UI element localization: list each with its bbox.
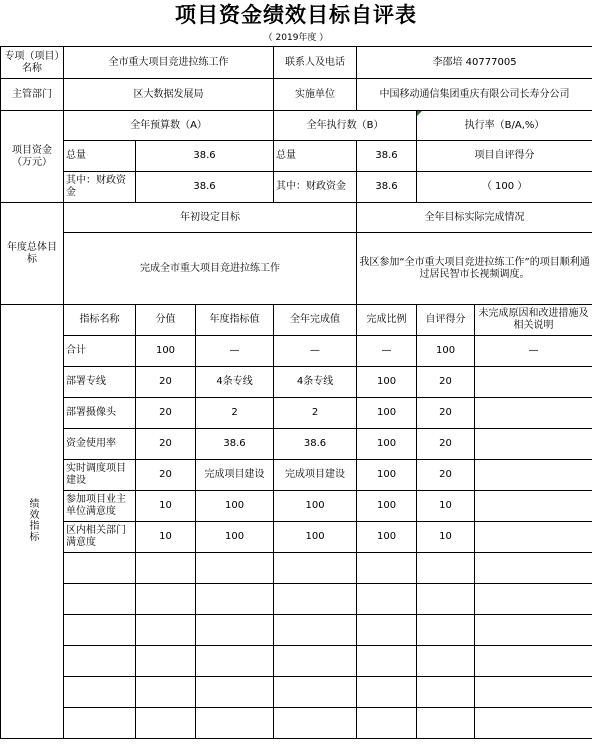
perf-row <box>1 336 592 367</box>
perf-row <box>1 491 592 522</box>
perf-cell <box>357 553 417 584</box>
perf-col-header: 年度指标值 <box>196 305 274 336</box>
perf-cell <box>417 553 475 584</box>
perf-cell <box>475 708 592 739</box>
perf-cell <box>196 708 274 739</box>
perf-row <box>1 553 592 584</box>
impl-value: 中国移动通信集团重庆有限公司长寿分公司 <box>357 79 592 111</box>
perf-cell: 100 <box>357 398 417 429</box>
perf-cell: 100 <box>357 367 417 398</box>
funds-label: 项目资金（万元） <box>1 111 64 203</box>
perf-indicator-name <box>64 584 136 615</box>
perf-cell <box>196 584 274 615</box>
perf-cell: 100 <box>274 491 357 522</box>
perf-cell <box>417 646 475 677</box>
perf-cell <box>196 646 274 677</box>
perf-cell <box>357 708 417 739</box>
funds-header-row <box>1 111 592 141</box>
exec-header: 全年执行数（B） <box>274 111 417 141</box>
project-row <box>1 47 592 79</box>
perf-indicator-name <box>64 646 136 677</box>
perf-indicator-name: 实时调度项目建设 <box>64 460 136 491</box>
perf-cell <box>136 708 196 739</box>
perf-cell <box>417 584 475 615</box>
annual-header-row <box>1 203 592 233</box>
perf-row <box>1 584 592 615</box>
perf-cell <box>475 429 592 460</box>
perf-cell <box>274 615 357 646</box>
exec-fiscal: 38.6 <box>357 172 417 203</box>
perf-cell <box>136 646 196 677</box>
perf-cell <box>475 491 592 522</box>
perf-cell <box>357 584 417 615</box>
perf-cell: — <box>274 336 357 367</box>
perf-cell <box>475 584 592 615</box>
perf-row <box>1 522 592 553</box>
annual-label: 年度总体目标 <box>1 203 64 305</box>
perf-cell <box>274 677 357 708</box>
perf-cell <box>357 646 417 677</box>
annual-actual-text: 我区参加“全市重大项目竞进拉练工作”的项目顺利通过居民智市长视频调度。 <box>357 233 592 305</box>
perf-cell <box>417 677 475 708</box>
perf-cell: 100 <box>357 522 417 553</box>
perf-cell: 100 <box>357 491 417 522</box>
perf-cell: — <box>475 336 592 367</box>
perf-cell: 2 <box>196 398 274 429</box>
perf-cell: 100 <box>136 336 196 367</box>
perf-indicator-name <box>64 553 136 584</box>
perf-cell: 10 <box>136 491 196 522</box>
perf-cell: 10 <box>417 491 475 522</box>
perf-cell <box>136 615 196 646</box>
perf-col-header: 未完成原因和改进措施及相关说明 <box>475 305 592 336</box>
perf-col-header: 全年完成值 <box>274 305 357 336</box>
rate-header: 执行率（B/A,%） <box>417 111 592 141</box>
perf-cell: 完成项目建设 <box>196 460 274 491</box>
perf-cell: 完成项目建设 <box>274 460 357 491</box>
perf-cell: 20 <box>136 398 196 429</box>
perf-cell <box>274 584 357 615</box>
perf-cell: 2 <box>274 398 357 429</box>
self-score-label: 项目自评得分 <box>417 141 592 172</box>
perf-cell <box>136 677 196 708</box>
perf-cell: 100 <box>274 522 357 553</box>
funds-fiscal-row <box>1 172 592 203</box>
perf-cell <box>475 522 592 553</box>
perf-cell <box>475 367 592 398</box>
report-year: （ 2019年度 ） <box>263 33 329 43</box>
perf-col-header: 自评得分 <box>417 305 475 336</box>
perf-cell <box>475 553 592 584</box>
perf-cell: 100 <box>196 491 274 522</box>
perf-cell <box>475 460 592 491</box>
annual-set-text: 完成全市重大项目竞进拉练工作 <box>64 233 357 305</box>
budget-total-label: 总量 <box>64 141 136 172</box>
perf-col-header: 指标名称 <box>64 305 136 336</box>
perf-cell <box>357 615 417 646</box>
perf-row <box>1 398 592 429</box>
perf-row <box>1 460 592 491</box>
perf-cell: 20 <box>136 429 196 460</box>
perf-row <box>1 677 592 708</box>
perf-row <box>1 646 592 677</box>
perf-cell: — <box>196 336 274 367</box>
perf-cell <box>357 677 417 708</box>
page-title: 项目资金绩效目标自评表 <box>175 2 417 27</box>
perf-cell <box>417 615 475 646</box>
exec-total-label: 总量 <box>274 141 357 172</box>
dept-row <box>1 79 592 111</box>
perf-row <box>1 367 592 398</box>
perf-cell: 4条专线 <box>274 367 357 398</box>
perf-row <box>1 615 592 646</box>
perf-cell: 100 <box>357 460 417 491</box>
perf-header-row <box>1 305 592 336</box>
annual-set-header: 年初设定目标 <box>64 203 357 233</box>
perf-indicator-name <box>64 708 136 739</box>
perf-cell: 4条专线 <box>196 367 274 398</box>
perf-row <box>1 708 592 739</box>
perf-cell: 100 <box>417 336 475 367</box>
perf-indicator-name: 区内相关部门满意度 <box>64 522 136 553</box>
self-score-value: （ 100 ） <box>417 172 592 203</box>
impl-label: 实施单位 <box>274 79 357 111</box>
exec-total: 38.6 <box>357 141 417 172</box>
dept-value: 区大数据发展局 <box>64 79 274 111</box>
perf-cell: 10 <box>136 522 196 553</box>
perf-indicator-name: 部署摄像头 <box>64 398 136 429</box>
budget-fiscal-label: 其中：财政资金 <box>64 172 136 203</box>
project-name: 全市重大项目竞进拉练工作 <box>64 47 274 79</box>
perf-cell <box>274 646 357 677</box>
perf-cell: — <box>357 336 417 367</box>
perf-cell <box>274 708 357 739</box>
perf-label <box>1 305 64 739</box>
perf-indicator-name: 资金使用率 <box>64 429 136 460</box>
contact-label: 联系人及电话 <box>274 47 357 79</box>
perf-cell: 20 <box>417 367 475 398</box>
perf-indicator-name: 部署专线 <box>64 367 136 398</box>
perf-cell <box>475 398 592 429</box>
perf-cell: 20 <box>417 429 475 460</box>
evaluation-table <box>0 46 592 739</box>
perf-cell: 20 <box>136 460 196 491</box>
perf-cell <box>274 553 357 584</box>
perf-cell <box>475 646 592 677</box>
perf-cell <box>196 615 274 646</box>
perf-indicator-name <box>64 615 136 646</box>
perf-label-text: 绩效指标 <box>27 497 38 542</box>
perf-cell: 20 <box>136 367 196 398</box>
exec-fiscal-label: 其中：财政资金 <box>274 172 357 203</box>
perf-cell: 38.6 <box>196 429 274 460</box>
perf-cell: 20 <box>417 398 475 429</box>
perf-col-header: 完成比例 <box>357 305 417 336</box>
perf-cell <box>136 584 196 615</box>
perf-indicator-name: 参加项目业主单位满意度 <box>64 491 136 522</box>
perf-cell <box>196 553 274 584</box>
project-label: 专项（项目）名称 <box>1 47 64 79</box>
perf-cell <box>475 677 592 708</box>
perf-col-header: 分值 <box>136 305 196 336</box>
funds-total-row <box>1 141 592 172</box>
dept-label: 主管部门 <box>1 79 64 111</box>
perf-indicator-name: 合计 <box>64 336 136 367</box>
perf-cell: 38.6 <box>274 429 357 460</box>
perf-cell <box>417 708 475 739</box>
perf-cell: 20 <box>417 460 475 491</box>
annual-actual-header: 全年目标实际完成情况 <box>357 203 592 233</box>
perf-cell <box>136 553 196 584</box>
perf-cell <box>196 677 274 708</box>
perf-cell: 100 <box>357 429 417 460</box>
perf-cell <box>475 615 592 646</box>
perf-row <box>1 429 592 460</box>
budget-fiscal: 38.6 <box>136 172 274 203</box>
budget-header: 全年预算数（A） <box>64 111 274 141</box>
perf-cell: 100 <box>196 522 274 553</box>
perf-cell: 10 <box>417 522 475 553</box>
annual-content-row <box>1 233 592 305</box>
budget-total: 38.6 <box>136 141 274 172</box>
perf-indicator-name <box>64 677 136 708</box>
contact-value: 李邵培 40777005 <box>357 47 592 79</box>
